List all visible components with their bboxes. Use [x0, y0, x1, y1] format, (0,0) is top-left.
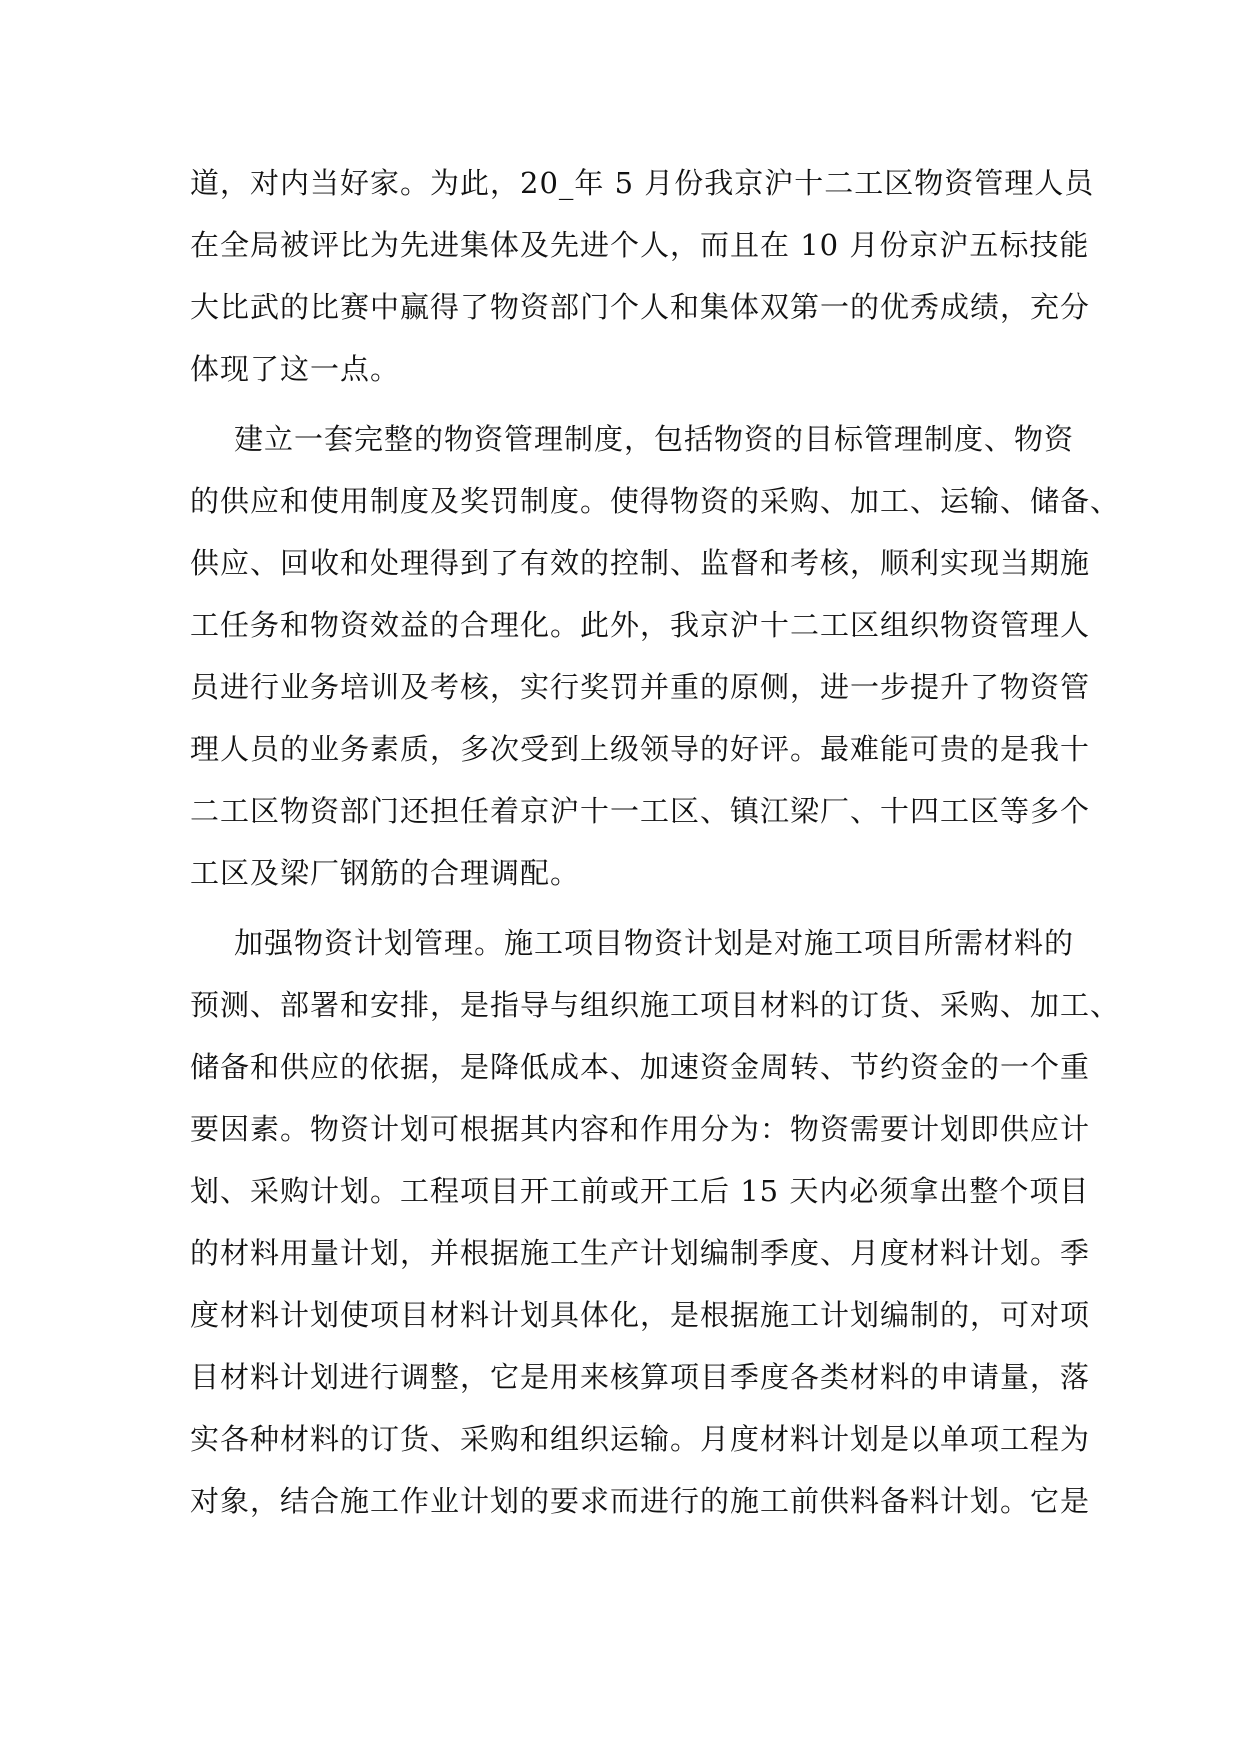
text-line: 道，对内当好家。为此，20_年 5 月份我京沪十二工区物资管理人员 [190, 166, 1095, 200]
text-line: 目材料计划进行调整，它是用来核算项目季度各类材料的申请量，落 [190, 1360, 1091, 1394]
text-line: 工任务和物资效益的合理化。此外，我京沪十二工区组织物资管理人 [190, 608, 1091, 642]
paragraph-2 [190, 408, 1121, 904]
text-line: 建立一套完整的物资管理制度，包括物资的目标管理制度、物资 [234, 422, 1075, 456]
paragraph-1 [190, 152, 1095, 400]
text-line: 度材料计划使项目材料计划具体化，是根据施工计划编制的，可对项 [190, 1298, 1091, 1332]
text-line: 实各种材料的订货、采购和组织运输。月度材料计划是以单项工程为 [190, 1422, 1091, 1456]
text-line: 工区及梁厂钢筋的合理调配。 [190, 856, 581, 890]
text-line: 的材料用量计划，并根据施工生产计划编制季度、月度材料计划。季 [190, 1236, 1091, 1270]
text-line: 加强物资计划管理。施工项目物资计划是对施工项目所需材料的 [234, 926, 1075, 960]
text-line: 的供应和使用制度及奖罚制度。使得物资的采购、加工、运输、储备、 [190, 484, 1121, 518]
text-line: 划、采购计划。工程项目开工前或开工后 15 天内必须拿出整个项目 [190, 1174, 1090, 1208]
text-line: 理人员的业务素质，多次受到上级领导的好评。最难能可贵的是我十 [190, 732, 1091, 766]
text-line: 要因素。物资计划可根据其内容和作用分为：物资需要计划即供应计 [190, 1112, 1091, 1146]
text-line: 大比武的比赛中赢得了物资部门个人和集体双第一的优秀成绩，充分 [190, 290, 1091, 324]
document-body [190, 152, 1121, 1532]
text-line: 体现了这一点。 [190, 352, 401, 386]
paragraph-spacing [190, 904, 1055, 912]
text-line: 预测、部署和安排，是指导与组织施工项目材料的订货、采购、加工、 [190, 988, 1121, 1022]
paragraph-3 [190, 912, 1121, 1532]
text-line: 二工区物资部门还担任着京沪十一工区、镇江梁厂、十四工区等多个 [190, 794, 1091, 828]
text-line: 储备和供应的依据，是降低成本、加速资金周转、节约资金的一个重 [190, 1050, 1091, 1084]
text-line: 供应、回收和处理得到了有效的控制、监督和考核，顺利实现当期施 [190, 546, 1091, 580]
text-line: 在全局被评比为先进集体及先进个人，而且在 10 月份京沪五标技能 [190, 228, 1090, 262]
paragraph-spacing [190, 400, 1055, 408]
text-line: 对象，结合施工作业计划的要求而进行的施工前供料备料计划。它是 [190, 1484, 1091, 1518]
text-line: 员进行业务培训及考核，实行奖罚并重的原侧，进一步提升了物资管 [190, 670, 1091, 704]
